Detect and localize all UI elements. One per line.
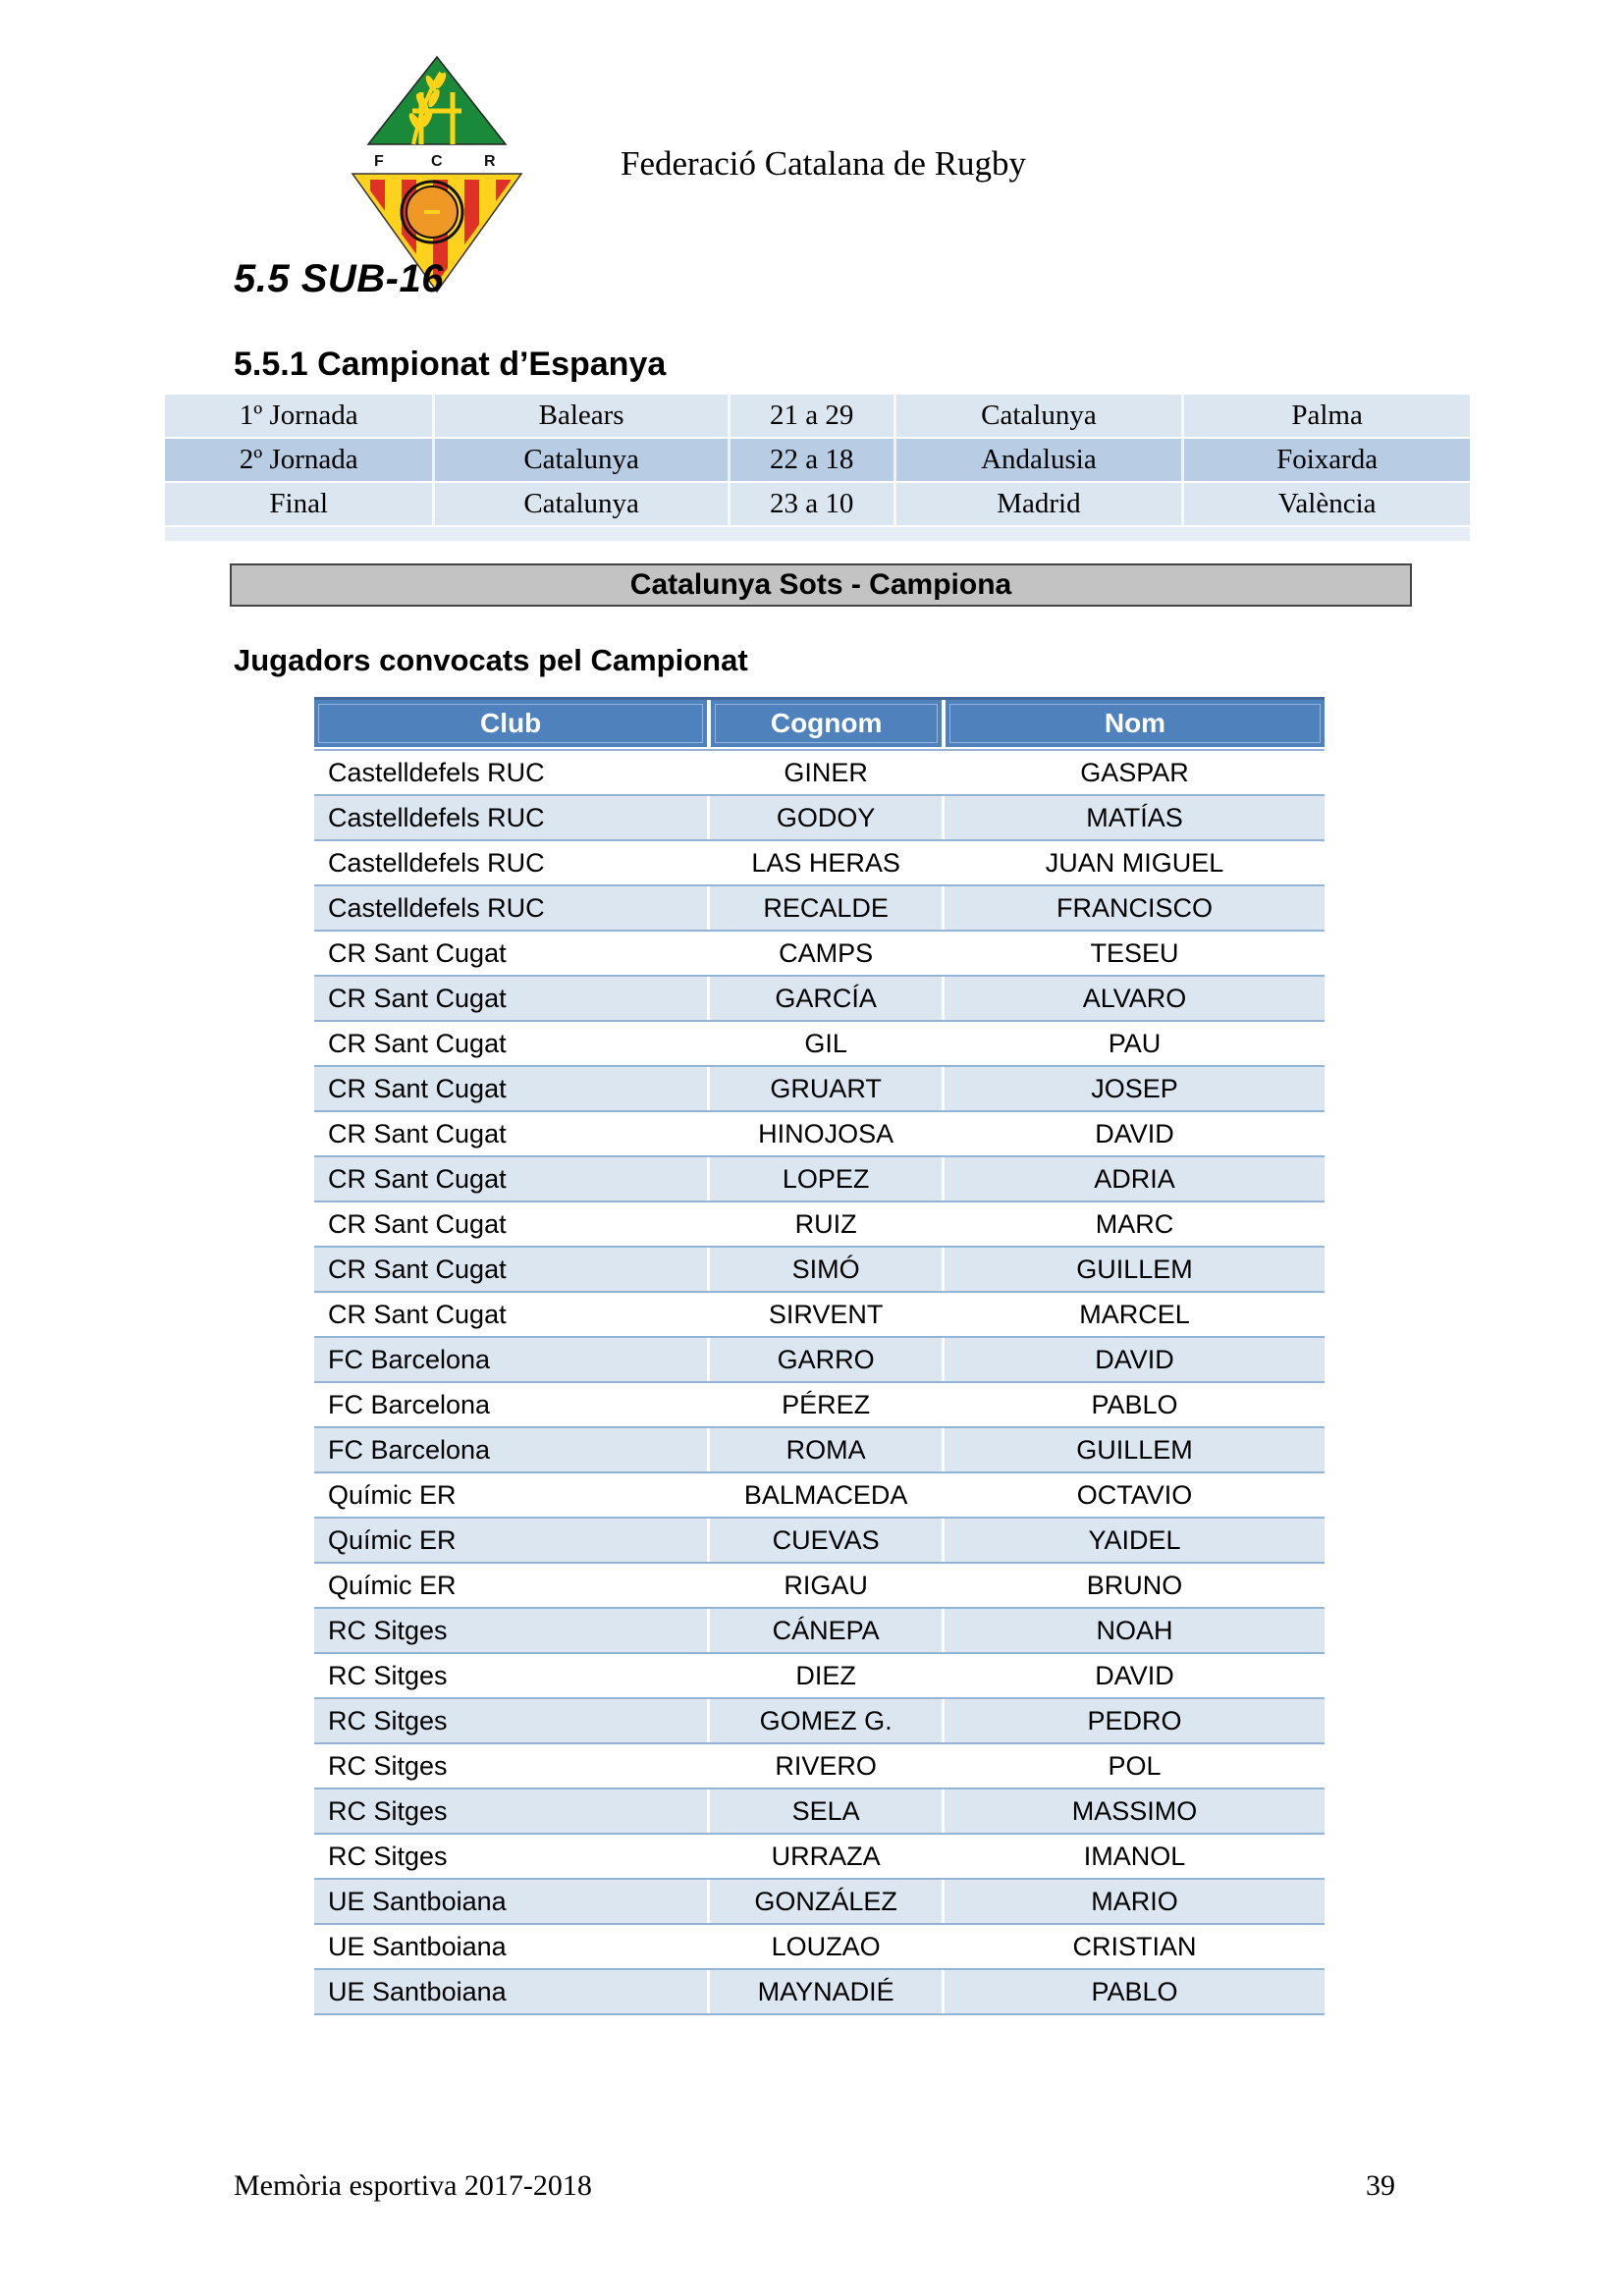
player-cell-cognom: URRAZA <box>707 1835 942 1878</box>
player-row <box>314 975 1325 1020</box>
player-row <box>314 1110 1325 1155</box>
player-row <box>314 1065 1325 1110</box>
results-row <box>165 437 1470 481</box>
player-row <box>314 1742 1325 1788</box>
player-cell-cognom: SELA <box>707 1789 942 1833</box>
player-row <box>314 1020 1325 1065</box>
player-cell-club: UE Santboiana <box>328 1886 507 1916</box>
player-row <box>314 839 1325 884</box>
results-cell-venue: Foixarda <box>1181 439 1470 481</box>
column-header-club: Club <box>314 700 707 747</box>
column-header-nom: Nom <box>942 700 1325 747</box>
player-cell-cognom: CUEVAS <box>707 1519 942 1562</box>
player-cell-cognom: GRUART <box>707 1067 942 1110</box>
logo-letters <box>374 153 496 170</box>
player-cell-nom: PAU <box>942 1022 1325 1065</box>
player-row <box>314 1652 1325 1697</box>
champion-banner <box>230 563 1412 607</box>
player-cell-nom: GUILLEM <box>942 1428 1325 1471</box>
player-cell-cognom: ROMA <box>707 1428 942 1471</box>
player-row <box>314 1471 1325 1517</box>
player-cell-cognom: GARRO <box>707 1338 942 1381</box>
player-row <box>314 1517 1325 1562</box>
player-cell-nom: NOAH <box>942 1609 1325 1652</box>
player-row <box>314 1968 1325 2015</box>
footer-text: Memòria esportiva 2017-2018 <box>234 2169 592 2202</box>
player-cell-nom: JOSEP <box>942 1067 1325 1110</box>
player-cell-club: Castelldefels RUC <box>328 802 545 832</box>
player-cell-club: FC Barcelona <box>328 1434 491 1465</box>
player-cell-club: Químic ER <box>328 1570 457 1600</box>
player-cell-nom: IMANOL <box>942 1835 1325 1878</box>
results-cell-home-team: Balears <box>432 395 727 437</box>
player-row <box>314 1381 1325 1426</box>
players-table-body <box>314 749 1325 2015</box>
results-row <box>165 395 1470 437</box>
player-row <box>314 1697 1325 1742</box>
results-cell-stage: Final <box>269 488 329 519</box>
column-header-cognom: Cognom <box>707 700 942 747</box>
player-cell-nom: JUAN MIGUEL <box>942 841 1325 884</box>
player-row <box>314 1562 1325 1607</box>
player-cell-cognom: SIMÓ <box>707 1248 942 1291</box>
results-cell-away-team: Andalusia <box>893 439 1182 481</box>
logo-letter-c: C <box>431 153 443 170</box>
player-cell-cognom: MAYNADIÉ <box>707 1970 942 2013</box>
player-cell-club: FC Barcelona <box>328 1344 491 1374</box>
player-cell-cognom: LOUZAO <box>707 1925 942 1968</box>
results-cell-score: 21 a 29 <box>728 395 893 437</box>
player-cell-nom: MARCEL <box>942 1293 1325 1336</box>
player-cell-cognom: HINOJOSA <box>707 1112 942 1155</box>
page-number: 39 <box>1366 2169 1395 2202</box>
page-footer <box>234 2169 1395 2203</box>
player-cell-club: CR Sant Cugat <box>328 1118 507 1148</box>
player-cell-nom: GASPAR <box>942 751 1325 794</box>
player-cell-nom: CRISTIAN <box>942 1925 1325 1968</box>
player-cell-club: CR Sant Cugat <box>328 983 507 1013</box>
player-row <box>314 1201 1325 1246</box>
player-cell-club: RC Sitges <box>328 1841 448 1871</box>
player-cell-club: UE Santboiana <box>328 1931 507 1961</box>
player-cell-nom: TESEU <box>942 932 1325 975</box>
player-cell-club: CR Sant Cugat <box>328 1299 507 1329</box>
player-cell-club: CR Sant Cugat <box>328 1163 507 1194</box>
player-cell-club: RC Sitges <box>328 1795 448 1826</box>
results-cell-away-team: Madrid <box>893 483 1182 525</box>
player-cell-club: CR Sant Cugat <box>328 1028 507 1058</box>
player-cell-cognom: SIRVENT <box>707 1293 942 1336</box>
results-cell-score: 22 a 18 <box>728 439 893 481</box>
players-table <box>314 697 1325 2015</box>
player-cell-cognom: RIGAU <box>707 1564 942 1607</box>
player-cell-club: Castelldefels RUC <box>328 757 545 787</box>
champion-banner-label: Catalunya Sots - Campiona <box>629 568 1012 601</box>
player-cell-club: Químic ER <box>328 1524 457 1555</box>
player-cell-club: CR Sant Cugat <box>328 937 507 968</box>
results-cell-home-team: Catalunya <box>432 483 727 525</box>
player-cell-nom: MATÍAS <box>942 796 1325 839</box>
results-table-bottom-strip <box>165 525 1470 541</box>
player-cell-nom: PABLO <box>942 1970 1325 2013</box>
player-cell-nom: DAVID <box>942 1112 1325 1155</box>
player-cell-cognom: LAS HERAS <box>707 841 942 884</box>
player-row <box>314 1788 1325 1833</box>
results-cell-venue: Palma <box>1181 395 1470 437</box>
player-cell-cognom: GODOY <box>707 796 942 839</box>
rugby-ball-icon <box>402 182 462 242</box>
results-table <box>165 395 1470 525</box>
player-cell-nom: DAVID <box>942 1338 1325 1381</box>
player-cell-club: CR Sant Cugat <box>328 1208 507 1239</box>
player-cell-nom: PABLO <box>942 1383 1325 1426</box>
player-cell-nom: MARIO <box>942 1880 1325 1923</box>
results-cell-away-team: Catalunya <box>893 395 1182 437</box>
player-cell-cognom: LOPEZ <box>707 1157 942 1201</box>
player-cell-cognom: DIEZ <box>707 1654 942 1697</box>
players-table-header <box>314 697 1325 749</box>
player-row <box>314 1878 1325 1923</box>
player-row <box>314 1336 1325 1381</box>
player-cell-club: RC Sitges <box>328 1660 448 1690</box>
player-cell-club: RC Sitges <box>328 1705 448 1735</box>
player-row <box>314 1426 1325 1471</box>
results-cell-home-team: Catalunya <box>432 439 727 481</box>
player-cell-nom: BRUNO <box>942 1564 1325 1607</box>
player-cell-nom: PEDRO <box>942 1699 1325 1742</box>
logo-letter-r: R <box>484 153 496 170</box>
logo-letter-f: F <box>374 153 384 170</box>
results-row <box>165 481 1470 525</box>
player-cell-nom: POL <box>942 1744 1325 1788</box>
player-row <box>314 1155 1325 1201</box>
results-cell-venue: València <box>1181 483 1470 525</box>
player-cell-club: Químic ER <box>328 1479 457 1510</box>
heading-players: Jugadors convocats pel Campionat <box>234 643 748 677</box>
results-cell-score: 23 a 10 <box>728 483 893 525</box>
heading-campionat: 5.5.1 Campionat d’Espanya <box>234 346 667 383</box>
heading-sub16: 5.5 SUB-16 <box>234 257 444 300</box>
player-cell-club: CR Sant Cugat <box>328 1254 507 1284</box>
player-row <box>314 794 1325 839</box>
player-cell-club: FC Barcelona <box>328 1389 491 1419</box>
player-cell-cognom: RIVERO <box>707 1744 942 1788</box>
player-cell-cognom: CAMPS <box>707 932 942 975</box>
player-cell-cognom: CÁNEPA <box>707 1609 942 1652</box>
player-row <box>314 930 1325 975</box>
player-cell-club: CR Sant Cugat <box>328 1073 507 1103</box>
player-cell-nom: DAVID <box>942 1654 1325 1697</box>
player-cell-cognom: GIL <box>707 1022 942 1065</box>
player-cell-cognom: PÉREZ <box>707 1383 942 1426</box>
player-cell-cognom: BALMACEDA <box>707 1473 942 1517</box>
player-cell-club: Castelldefels RUC <box>328 847 545 878</box>
player-cell-club: RC Sitges <box>328 1750 448 1781</box>
results-cell-stage: 1º Jornada <box>239 400 358 431</box>
player-row <box>314 749 1325 794</box>
player-cell-cognom: GARCÍA <box>707 977 942 1020</box>
results-cell-stage: 2º Jornada <box>239 444 358 475</box>
org-title: Federació Catalana de Rugby <box>621 144 1027 183</box>
player-cell-nom: MARC <box>942 1202 1325 1246</box>
player-cell-cognom: RUIZ <box>707 1202 942 1246</box>
player-row <box>314 884 1325 930</box>
logo-top-triangle <box>368 57 506 144</box>
player-cell-cognom: GOMEZ G. <box>707 1699 942 1742</box>
player-cell-nom: GUILLEM <box>942 1248 1325 1291</box>
player-cell-club: RC Sitges <box>328 1615 448 1645</box>
player-cell-nom: OCTAVIO <box>942 1473 1325 1517</box>
player-cell-nom: ADRIA <box>942 1157 1325 1201</box>
player-row <box>314 1246 1325 1291</box>
player-cell-nom: MASSIMO <box>942 1789 1325 1833</box>
player-cell-cognom: RECALDE <box>707 886 942 930</box>
player-row <box>314 1291 1325 1336</box>
player-cell-nom: YAIDEL <box>942 1519 1325 1562</box>
player-row <box>314 1833 1325 1878</box>
player-cell-nom: FRANCISCO <box>942 886 1325 930</box>
player-cell-club: UE Santboiana <box>328 1976 507 2006</box>
player-cell-club: Castelldefels RUC <box>328 892 545 923</box>
player-cell-cognom: GONZÁLEZ <box>707 1880 942 1923</box>
player-cell-nom: ALVARO <box>942 977 1325 1020</box>
player-row <box>314 1923 1325 1968</box>
player-row <box>314 1607 1325 1652</box>
player-cell-cognom: GINER <box>707 751 942 794</box>
